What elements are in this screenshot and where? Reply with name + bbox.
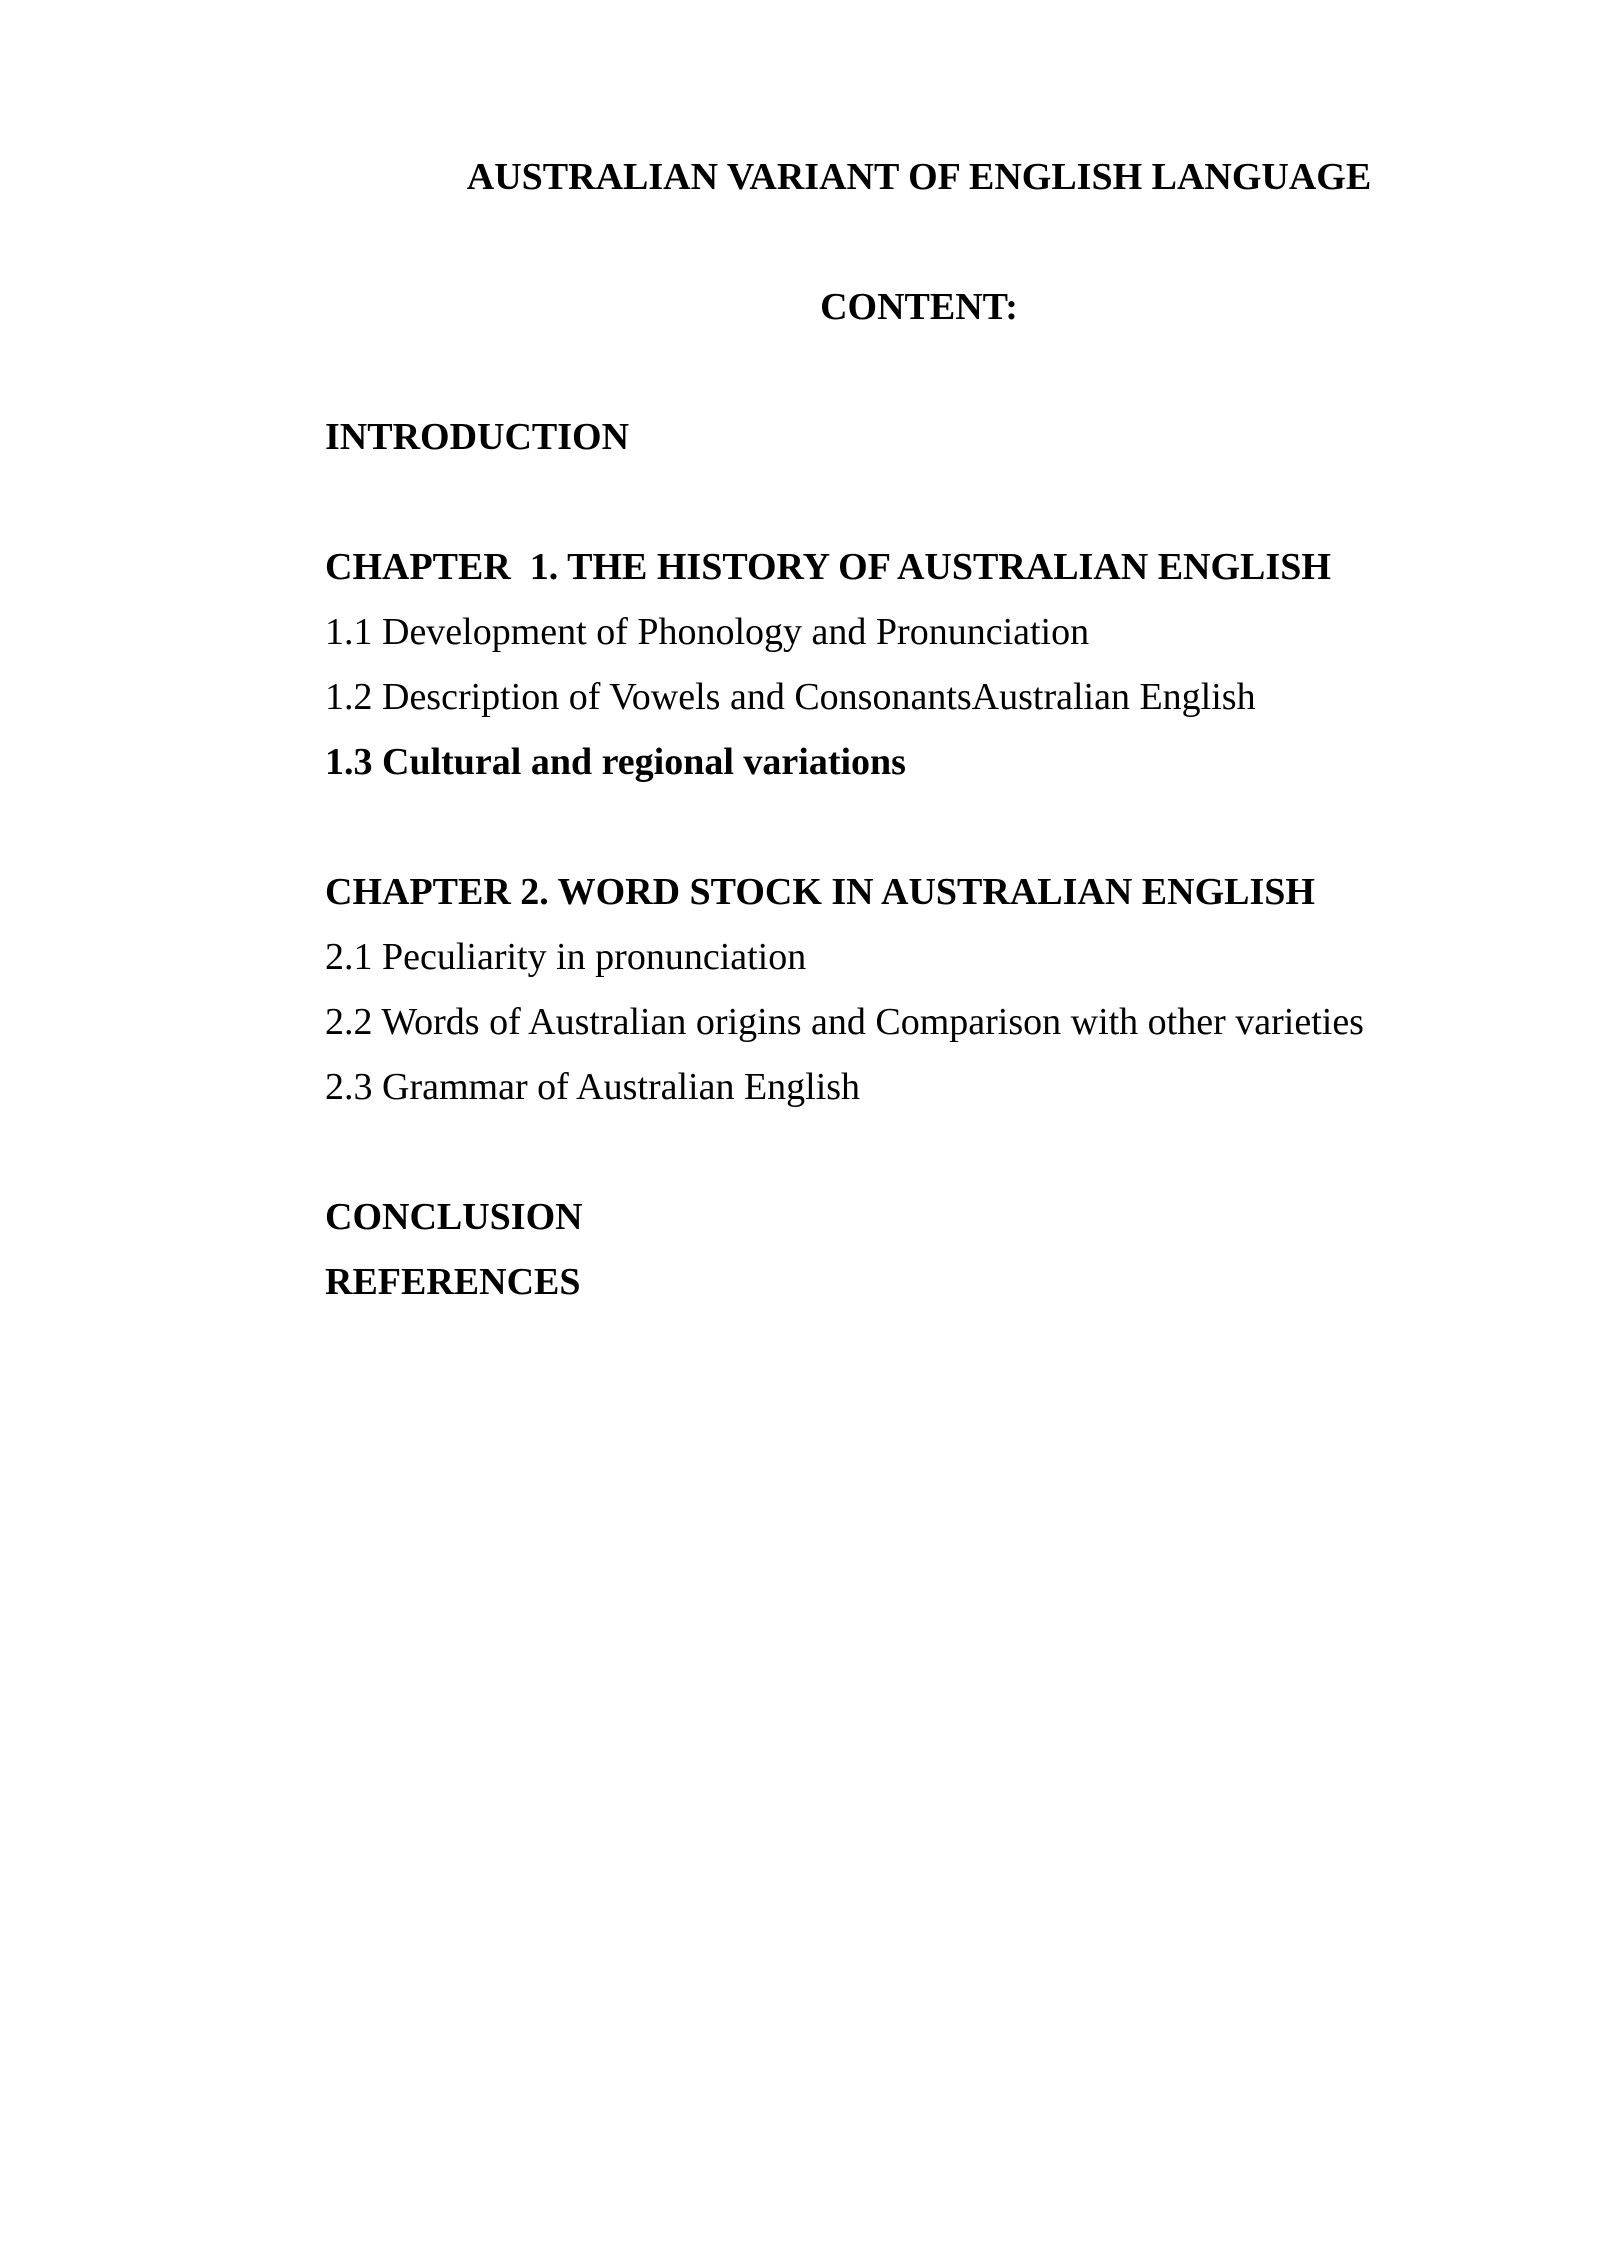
spacer-line <box>325 340 1513 405</box>
toc-chapter1-heading: CHAPTER 1. THE HISTORY OF AUSTRALIAN ENGLISH <box>325 546 1331 588</box>
toc-item-2-2: 2.2 Words of Australian origins and Comparison with other varieties <box>325 1001 1364 1043</box>
toc-item-2-1: 2.1 Peculiarity in pronunciation <box>325 936 807 978</box>
spacer-line <box>325 210 1513 275</box>
content-heading: CONTENT: <box>820 286 1018 328</box>
spacer-line <box>325 470 1513 535</box>
document-title: AUSTRALIAN VARIANT OF ENGLISH LANGUAGE <box>466 156 1372 198</box>
spacer-line <box>325 795 1513 860</box>
toc-introduction: INTRODUCTION <box>325 416 630 458</box>
toc-references: REFERENCES <box>325 1261 581 1303</box>
table-of-contents <box>325 145 1513 1315</box>
toc-chapter2-heading: CHAPTER 2. WORD STOCK IN AUSTRALIAN ENGLISH <box>325 871 1315 913</box>
spacer-line <box>325 1120 1513 1185</box>
toc-item-2-3: 2.3 Grammar of Australian English <box>325 1066 861 1108</box>
toc-item-1-1: 1.1 Development of Phonology and Pronunciation <box>325 611 1090 653</box>
toc-item-1-2: 1.2 Description of Vowels and ConsonantsAustralian English <box>325 676 1256 718</box>
toc-conclusion: CONCLUSION <box>325 1196 583 1238</box>
toc-item-1-3: 1.3 Cultural and regional variations <box>325 741 906 783</box>
